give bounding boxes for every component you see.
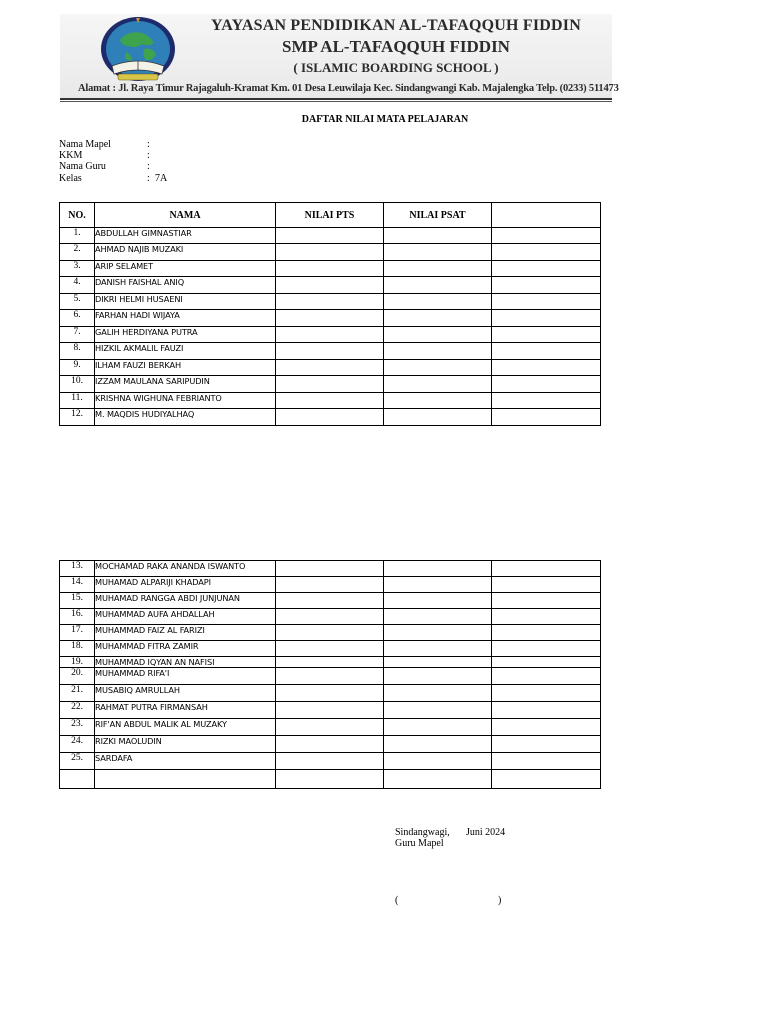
table-row [60,685,601,702]
psat-score-cell[interactable] [384,561,492,577]
student-name: HIZKIL AKMALIL FAUZI [95,343,276,360]
extra-cell[interactable] [492,625,601,641]
extra-cell[interactable] [492,343,601,360]
row-number: 25. [60,753,95,770]
table-row [60,736,601,753]
row-number: 19. [60,657,95,668]
pts-score-cell[interactable] [276,310,384,327]
student-name: RAHMAT PUTRA FIRMANSAH [95,702,276,719]
row-number: 2. [60,244,95,261]
extra-cell[interactable] [492,719,601,736]
row-number: 14. [60,577,95,593]
student-name: RIF'AN ABDUL MALIK AL MUZAKY [95,719,276,736]
table-row [60,668,601,685]
extra-cell[interactable] [492,753,601,770]
student-name: M. MAQDIS HUDIYALHAQ [95,409,276,426]
table-row [60,244,601,261]
table-row [60,625,601,641]
grades-table-page1 [59,202,601,426]
pts-score-cell[interactable] [276,577,384,593]
table-row [60,719,601,736]
table-row [60,343,601,360]
extra-cell[interactable] [492,327,601,343]
info-label: Nama Mapel [59,139,111,150]
psat-score-cell[interactable] [384,770,492,789]
table-row [60,327,601,343]
pts-score-cell[interactable] [276,393,384,409]
psat-score-cell[interactable] [384,668,492,685]
pts-score-cell[interactable] [276,343,384,360]
student-name: IZZAM MAULANA SARIPUDIN [95,376,276,393]
letterhead [60,14,619,104]
extra-cell[interactable] [492,685,601,702]
psat-score-cell[interactable] [384,685,492,702]
extra-cell[interactable] [492,609,601,625]
info-label: Kelas [59,173,82,184]
school-name: SMP AL-TAFAQQUH FIDDIN [282,37,510,56]
table-row [60,376,601,393]
student-name: ABDULLAH GIMNASTIAR [95,228,276,244]
student-name: MUHAMMAD FAIZ AL FARIZI [95,625,276,641]
row-number: 22. [60,702,95,719]
header-name: NAMA [95,203,276,228]
row-number [60,770,95,789]
psat-score-cell[interactable] [384,753,492,770]
extra-cell[interactable] [492,261,601,277]
psat-score-cell[interactable] [384,577,492,593]
pts-score-cell[interactable] [276,360,384,376]
student-name: MOCHAMAD RAKA ANANDA ISWANTO [95,561,276,577]
psat-score-cell[interactable] [384,228,492,244]
header-pts: NILAI PTS [276,203,384,228]
table-row [60,360,601,376]
signature-place: Sindangwagi, [395,827,450,838]
pts-score-cell[interactable] [276,657,384,668]
extra-cell[interactable] [492,641,601,657]
pts-score-cell[interactable] [276,228,384,244]
student-name: MUHAMAD ALPARIJI KHADAPI [95,577,276,593]
row-number: 15. [60,593,95,609]
signature-role: Guru Mapel [395,838,444,849]
pts-score-cell[interactable] [276,685,384,702]
student-name: MUHAMMAD AUFA AHDALLAH [95,609,276,625]
pts-score-cell[interactable] [276,294,384,310]
student-name: ILHAM FAUZI BERKAH [95,360,276,376]
pts-score-cell[interactable] [276,753,384,770]
psat-score-cell[interactable] [384,277,492,294]
table-row [60,310,601,327]
table-row [60,593,601,609]
pts-score-cell[interactable] [276,409,384,426]
psat-score-cell[interactable] [384,641,492,657]
row-number: 3. [60,261,95,277]
row-number: 24. [60,736,95,753]
row-number: 18. [60,641,95,657]
student-name: KRISHNA WIGHUNA FEBRIANTO [95,393,276,409]
row-number: 6. [60,310,95,327]
table-row [60,393,601,409]
student-name: MUSABIQ AMRULLAH [95,685,276,702]
extra-cell[interactable] [492,228,601,244]
pts-score-cell[interactable] [276,277,384,294]
row-number: 4. [60,277,95,294]
pts-score-cell[interactable] [276,261,384,277]
table-row [60,409,601,426]
student-name: FARHAN HADI WIJAYA [95,310,276,327]
pts-score-cell[interactable] [276,327,384,343]
psat-score-cell[interactable] [384,609,492,625]
row-number: 5. [60,294,95,310]
pts-score-cell[interactable] [276,668,384,685]
table-row [60,702,601,719]
pts-score-cell[interactable] [276,770,384,789]
pts-score-cell[interactable] [276,593,384,609]
psat-score-cell[interactable] [384,310,492,327]
pts-score-cell[interactable] [276,719,384,736]
table-header-row [60,203,601,228]
table-row [60,277,601,294]
grades-table-page2 [59,560,601,789]
signature-close-paren: ) [498,895,502,906]
table-row [60,294,601,310]
document-title: DAFTAR NILAI MATA PELAJARAN [301,114,469,125]
info-colon: : [147,173,150,184]
extra-cell[interactable] [492,244,601,261]
psat-score-cell[interactable] [384,719,492,736]
table-row [60,609,601,625]
psat-score-cell[interactable] [384,294,492,310]
psat-score-cell[interactable] [384,360,492,376]
extra-cell[interactable] [492,593,601,609]
row-number: 21. [60,685,95,702]
row-number: 16. [60,609,95,625]
student-name: MUHAMAD RANGGA ABDI JUNJUNAN [95,593,276,609]
pts-score-cell[interactable] [276,609,384,625]
extra-cell[interactable] [492,409,601,426]
student-name [95,770,276,789]
row-number: 9. [60,360,95,376]
extra-cell[interactable] [492,668,601,685]
row-number: 12. [60,409,95,426]
extra-cell[interactable] [492,360,601,376]
pts-score-cell[interactable] [276,625,384,641]
info-colon: : [147,161,150,172]
extra-cell[interactable] [492,376,601,393]
row-number: 20. [60,668,95,685]
table-row [60,261,601,277]
signature-open-paren: ( [395,895,399,906]
student-name: MUHAMMAD RIFA'I [95,668,276,685]
psat-score-cell[interactable] [384,393,492,409]
pts-score-cell[interactable] [276,376,384,393]
school-logo-icon [98,16,178,86]
pts-score-cell[interactable] [276,641,384,657]
info-colon: : [147,150,150,161]
signature-date: Juni 2024 [466,827,506,838]
extra-cell[interactable] [492,577,601,593]
pts-score-cell[interactable] [276,702,384,719]
student-name: DIKRI HELMI HUSAENI [95,294,276,310]
psat-score-cell[interactable] [384,736,492,753]
info-label: KKM [59,150,83,161]
table-row [60,770,601,789]
row-number: 7. [60,327,95,343]
table-row [60,657,601,668]
school-address: Alamat : Jl. Raya Timur Rajagaluh-Kramat Km. 01 Desa Leuwilaja Kec. Sindangwangi Kab. Majalengka Telp. (0233) 511473 [78,83,619,94]
info-colon: : [147,139,150,150]
letterhead-rule [60,98,612,100]
psat-score-cell[interactable] [384,327,492,343]
table-row [60,641,601,657]
info-value: 7A [155,173,168,184]
student-name: SARDAFA [95,753,276,770]
extra-cell[interactable] [492,770,601,789]
psat-score-cell[interactable] [384,657,492,668]
row-number: 1. [60,228,95,244]
row-number: 11. [60,393,95,409]
row-number: 8. [60,343,95,360]
header-no: NO. [60,203,95,228]
letterhead-rule-thin [60,101,612,102]
student-name: MUHAMMAD IQYAN AN NAFISI [95,657,276,668]
psat-score-cell[interactable] [384,376,492,393]
row-number: 23. [60,719,95,736]
extra-cell[interactable] [492,561,601,577]
pts-score-cell[interactable] [276,736,384,753]
extra-cell[interactable] [492,277,601,294]
psat-score-cell[interactable] [384,409,492,426]
psat-score-cell[interactable] [384,702,492,719]
table-row [60,228,601,244]
extra-cell[interactable] [492,736,601,753]
row-number: 10. [60,376,95,393]
extra-cell[interactable] [492,702,601,719]
extra-cell[interactable] [492,294,601,310]
psat-score-cell[interactable] [384,244,492,261]
row-number: 13. [60,561,95,577]
student-name: MUHAMMAD FITRA ZAMIR [95,641,276,657]
psat-score-cell[interactable] [384,593,492,609]
pts-score-cell[interactable] [276,244,384,261]
extra-cell[interactable] [492,393,601,409]
school-type: ( ISLAMIC BOARDING SCHOOL ) [293,60,499,75]
psat-score-cell[interactable] [384,261,492,277]
foundation-name: YAYASAN PENDIDIKAN AL-TAFAQQUH FIDDIN [211,17,581,34]
extra-cell[interactable] [492,310,601,327]
header-blank [492,203,601,228]
student-name: ARIP SELAMET [95,261,276,277]
student-name: AHMAD NAJIB MUZAKI [95,244,276,261]
student-name: DANISH FAISHAL ANIQ [95,277,276,294]
student-name: RIZKI MAOLUDIN [95,736,276,753]
table-row [60,561,601,577]
student-name: GALIH HERDIYANA PUTRA [95,327,276,343]
pts-score-cell[interactable] [276,561,384,577]
info-label: Nama Guru [59,161,106,172]
extra-cell[interactable] [492,657,601,668]
table-row [60,753,601,770]
table-row [60,577,601,593]
psat-score-cell[interactable] [384,343,492,360]
psat-score-cell[interactable] [384,625,492,641]
row-number: 17. [60,625,95,641]
header-psat: NILAI PSAT [384,203,492,228]
